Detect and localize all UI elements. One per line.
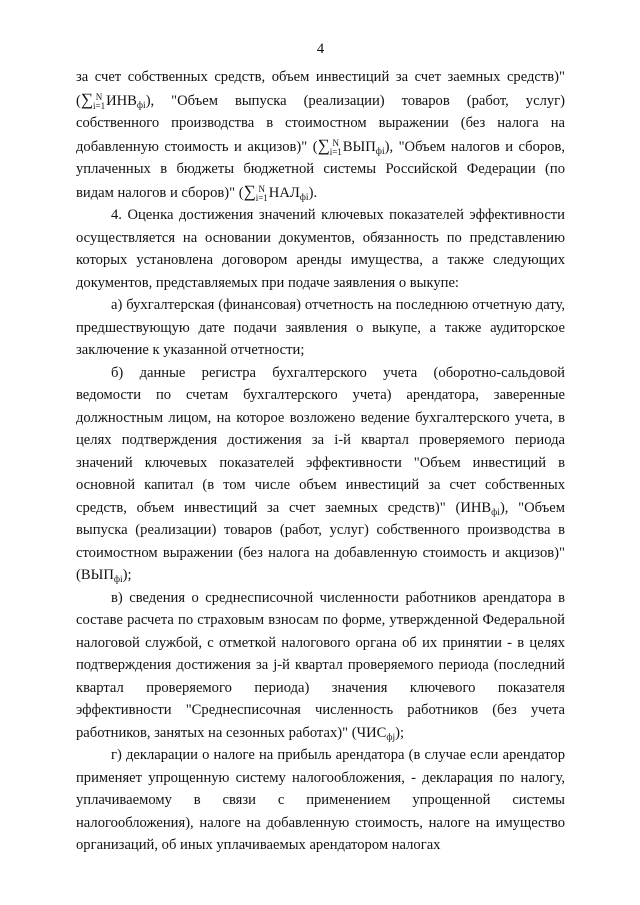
paragraph-subitem-g: г) декларации о налоге на прибыль арендатора (в случае если арендатор применяет упрощенную систему налогообложения, - декларация по налогу, уплачиваемому в связи с применением упрощенной системы налогообложения), налоге на добавленную стоимость, налоге на имущество организаций, об иных уплачиваемых арендатором налогах xyxy=(76,747,565,853)
sum-sub: фi xyxy=(136,100,146,111)
sum-symbol: ∑ xyxy=(243,181,256,201)
document-body xyxy=(76,66,565,857)
var-sub: фi xyxy=(113,575,123,585)
sum-var: ИНВ xyxy=(106,92,137,109)
text-run: в) сведения о среднесписочной численности работников арендатора в составе расчета по страховым взносам по форме, утвержденной Федеральной налоговой службой, с отметкой налогового органа об их принятии - в целях подтверждения достижения за j-й квартал проверяемого периода (последний квартал проверяемого периода) значения ключевого показателя эффективности "Среднесписочная численность работников (без учета работников, занятых на сезонных работах)" ( xyxy=(76,589,565,741)
sum-formula-vyp xyxy=(317,135,385,157)
sum-upper: N xyxy=(332,137,339,148)
paragraph-subitem-v xyxy=(76,587,565,745)
page-number: 4 xyxy=(316,41,325,57)
paragraph-subitem-a: а) бухгалтерская (финансовая) отчетность на последнюю отчетную дату, предшествующую дате подачи заявления о выкупе, а также аудиторское заключение к указанной отчетности; xyxy=(76,297,565,358)
sum-limits xyxy=(330,139,342,157)
sum-upper: N xyxy=(258,183,265,194)
text-run: ), "Объем выпуска (реализации) товаров (работ, услуг) собственного производства в стоимостном выражении (без налога на добавленную стоимость и акцизов)" ( xyxy=(76,92,565,155)
text-run: за счет собственных средств, объем инвестиций за счет заемных средств)" ( xyxy=(76,69,565,109)
sum-symbol: ∑ xyxy=(317,135,330,155)
sum-limits xyxy=(93,93,105,111)
sum-var: НАЛ xyxy=(268,184,300,201)
text-run: ); xyxy=(122,567,132,583)
sum-formula-nal xyxy=(243,181,309,203)
sum-var: ВЫП xyxy=(342,138,376,155)
text-run: б) данные регистра бухгалтерского учета (оборотно-сальдовой ведомости по счетам бухгалтерского учета) арендатора, заверенные должностным лицом, на которое возложено ведение бухгалтерского учета, в целях подтверждения достижения за i-й квартал проверяемого периода значений ключевых показателей эффективности "Объем инвестиций в основной капитал (в том числе объем инвестиций за счет собственных средств, объем инвестиций за счет заемных средств)" ( xyxy=(76,364,565,516)
var-sub: фj xyxy=(386,732,396,743)
sum-lower: i=1 xyxy=(93,100,106,111)
var-chis: ЧИС xyxy=(356,724,387,741)
text-run: ); xyxy=(395,724,405,741)
sum-limits xyxy=(256,185,268,203)
sum-lower: i=1 xyxy=(255,192,268,203)
sum-symbol: ∑ xyxy=(80,89,93,109)
var-sub: фi xyxy=(491,507,500,518)
paragraph-item-4: 4. Оценка достижения значений ключевых показателей эффективности осуществляется на основании документов, обязанность по представлению которых установлена договором аренды имущества, а также следующих документов, представляемых при подаче заявления о выкупе: xyxy=(76,207,565,291)
var-inv: ИНВ xyxy=(460,499,492,516)
text-run: ), "Объем налогов и сборов, уплаченных в бюджеты бюджетной системы Российской Федерации (по видам налогов и сборов)" ( xyxy=(76,138,566,201)
text-run: ), "Объем выпуска (реализации) товаров (работ, услуг) собственного производства в стоимостном выражении (без налога на добавленную стоимость и акцизов)" ( xyxy=(76,499,565,583)
sum-formula-inv xyxy=(80,89,146,111)
sum-sub: фi xyxy=(375,146,385,157)
sum-lower: i=1 xyxy=(329,146,342,157)
paragraph-subitem-b xyxy=(76,362,565,587)
sum-sub: фi xyxy=(299,192,309,203)
text-run: ). xyxy=(308,184,318,201)
sum-upper: N xyxy=(95,91,103,102)
paragraph-continuation xyxy=(76,66,565,204)
var-vyp: ВЫП xyxy=(80,567,114,583)
